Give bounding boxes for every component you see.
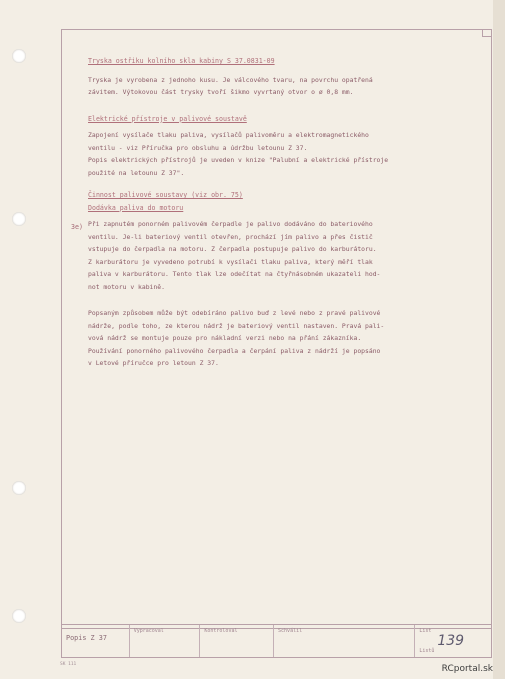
frame-corner-mark [482,30,491,37]
page-fold-shadow [493,0,505,679]
form-code: SK 111 [60,662,77,667]
footer-sheet-number [415,625,491,657]
binder-hole [12,609,26,623]
text-line: v Letové příručce pro letoun Z 37. [88,359,219,367]
heading-elektricke: Elektrické přístroje v palivové soustavě [88,114,247,123]
document-body [88,55,484,370]
text-line: vstupuje do čerpadla na motoru. Z čerpadla postupuje palivo do karburátoru. [88,245,377,253]
text-line: Zapojení vysílače tlaku paliva, vysílačů palivoměru a elektromagnetického [88,131,369,139]
footer-vypracoval: Vypracoval [130,625,201,657]
heading-cinnost: Činnost palivové soustavy (viz obr. 75) [88,191,243,199]
footer-listu-label: Listů [419,648,435,654]
text-line: nádrže, podle toho, ze kterou nádrž je bateriový ventil nastaven. Pravá pali- [88,321,385,330]
binder-hole [12,212,26,226]
text-line: ventilu. Je-li bateriový ventil otevřen, prochází jím palivo a přes čistič [88,232,373,241]
text-line: použité na letounu Z 37". [88,168,185,177]
text-line: not motoru v kabině. [88,282,165,291]
text-line: ventilu - viz Příručka pro obsluhu a údržbu letounu Z 37. [88,143,308,152]
footer-list-label: List [419,628,432,634]
binder-hole [12,481,26,495]
text-line: Z karburátoru je vyvedeno potrubí k vysílači tlaku paliva, který měří tlak [88,257,373,266]
footer-popis: Popis Z 37 [62,625,130,657]
page-number: 139 [437,633,465,649]
source-watermark: RCportal.sk [441,664,493,674]
heading-dodavka: Dodávka paliva do motoru [88,203,184,212]
text-line: Při zapnutém ponorném palivovém čerpadle je palivo dodáváno do bateriového [88,220,373,228]
text-line: paliva v karburátoru. Tento tlak lze odečítat na čtyřnásobném ukazateli hod- [88,270,381,278]
binder-hole [12,49,26,63]
section-marker: 3e) [71,223,83,231]
title-block [61,624,492,658]
footer-kontroloval: Kontroloval [200,625,274,657]
text-line: vová nádrž se montuje pouze pro nákladní verzi nebo na přání zákazníka. [88,334,362,342]
text-line: závitem. Výtokovou část trysky tvoří šikmo vyvrtaný otvor o ø 0,8 mm. [88,88,354,96]
text-line: Tryska je vyrobena z jednoho kusu. Je válcového tvaru, na povrchu opatřená [88,75,373,84]
text-line: Používání ponorného palivového čerpadla a čerpání paliva z nádrží je popsáno [88,346,381,355]
footer-schvalil: Schválil [274,625,415,657]
text-line: Popsaným způsobem může být odebíráno palivo buď z levé nebo z pravé palivové [88,309,381,317]
heading-tryska: Tryska ostřiku kolního skla kabiny S 37.0831-09 [88,57,275,65]
text-line: Popis elektrických přístrojů je uveden v knize "Palubní a elektrické přístroje [88,156,389,164]
